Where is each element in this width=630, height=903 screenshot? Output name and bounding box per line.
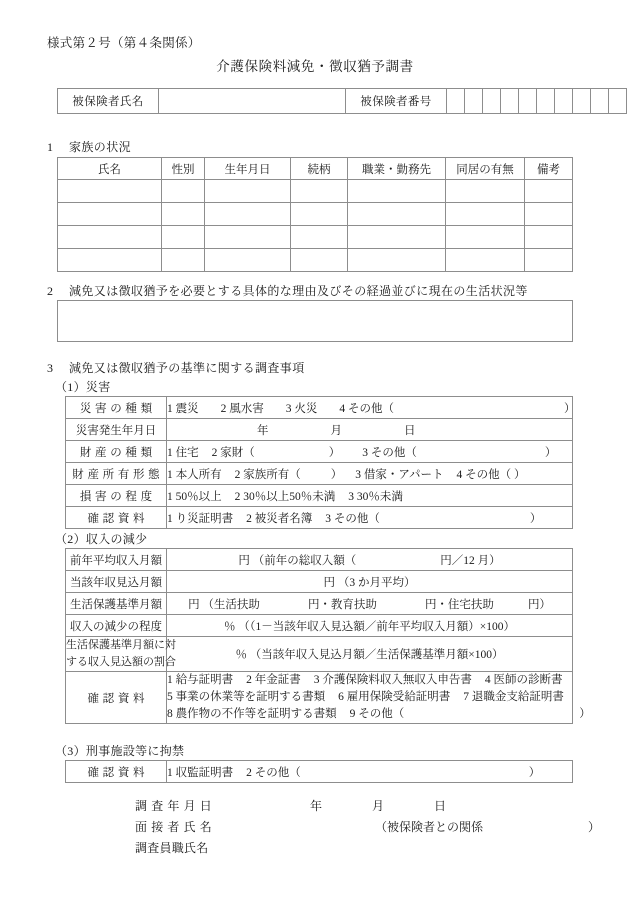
property-opt-1[interactable]: 1 住宅 — [167, 446, 199, 459]
disaster-opt-2[interactable]: 2 風水害 — [220, 402, 264, 415]
table-row — [66, 593, 573, 615]
relation-close: ） — [588, 820, 601, 834]
section2-heading — [47, 282, 528, 299]
damage-opt-1[interactable]: 1 50％以上 — [167, 490, 222, 503]
income-material-opt-8[interactable]: 8 農作物の不作等を証明する書類 — [167, 708, 337, 720]
table-row — [66, 485, 573, 507]
income-decrease-rate-value[interactable]: ％ （（1－当該年収入見込額／前年平均収入月額）×100） — [167, 615, 573, 637]
column-header-birthdate: 生年月日 — [205, 158, 291, 180]
detention-table — [65, 760, 573, 783]
income-to-welfare-ratio-label — [66, 637, 176, 672]
subsection-detention-label: （3）刑事施設等に拘禁 — [55, 744, 185, 758]
family-cohabitation-cell[interactable] — [446, 180, 525, 203]
disaster-date-month[interactable]: 月 — [330, 424, 342, 437]
ratio-label-line2: する収入見込額の割合 — [66, 656, 176, 668]
income-to-welfare-ratio-value[interactable]: ％ （当該年収入見込月額／生活保護基準月額×100） — [167, 637, 573, 672]
disaster-date-fields[interactable] — [167, 419, 573, 441]
column-header-name: 氏名 — [58, 158, 162, 180]
damage-degree-label: 損害の程度 — [66, 485, 167, 507]
insured-number-box-4[interactable] — [501, 89, 519, 114]
survey-date-fields[interactable] — [310, 799, 446, 813]
survey-day-field[interactable]: 日 — [434, 799, 447, 813]
income-material-opt-5[interactable]: 5 事業の休業等を証明する書類 — [167, 691, 326, 703]
family-gender-cell[interactable] — [162, 180, 205, 203]
disaster-opt-4-close: ） — [564, 402, 576, 415]
income-material-line-1 — [167, 674, 563, 686]
survey-year-field[interactable]: 年 — [310, 799, 323, 813]
insured-number-box-1[interactable] — [447, 89, 465, 114]
disaster-materials-options[interactable] — [167, 507, 573, 529]
section2-title: 減免又は徴収猶予を必要とする具体的な理由及びその経過並びに現在の生活状況等 — [69, 284, 528, 298]
property-type-label: 財産の種類 — [66, 441, 167, 463]
family-remarks-cell[interactable] — [525, 203, 573, 226]
investigator-label: 調査員職氏名 — [135, 841, 209, 855]
income-materials-options[interactable] — [167, 672, 591, 724]
family-name-cell[interactable] — [58, 226, 162, 249]
family-gender-cell[interactable] — [162, 203, 205, 226]
insured-number-box-8[interactable] — [573, 89, 591, 114]
family-relationship-cell[interactable] — [291, 249, 348, 272]
interviewer-label: 面接者氏名 — [135, 820, 217, 834]
damage-degree-options[interactable] — [167, 485, 573, 507]
family-birthdate-cell[interactable] — [205, 249, 291, 272]
section1-heading — [47, 138, 131, 155]
form-number: 様式第２号（第４条関係） — [47, 36, 201, 50]
property-opt-3-close: ） — [544, 446, 557, 459]
table-row — [66, 615, 573, 637]
prev-year-avg-income-tail: 円／12 月） — [440, 554, 501, 567]
ratio-label-line1: 生活保護基準月額に対 — [66, 639, 176, 651]
income-material-opt-1[interactable]: 1 給与証明書 — [167, 674, 234, 686]
current-year-income-value[interactable]: 円 （3 か月平均） — [167, 571, 573, 593]
family-remarks-cell[interactable] — [525, 180, 573, 203]
table-row — [58, 203, 573, 226]
table-header-row — [58, 158, 573, 180]
insured-number-box-10[interactable] — [609, 89, 627, 114]
section3-number: 3 — [47, 361, 54, 375]
disaster-material-opt-2[interactable]: 2 被災者名簿 — [246, 512, 313, 525]
welfare-tail: 円） — [527, 598, 551, 611]
income-material-opt-7[interactable]: 7 退職金支給証明書 — [463, 691, 564, 703]
table-row — [66, 397, 573, 419]
table-row — [66, 761, 573, 783]
prev-year-avg-income-value[interactable] — [167, 549, 573, 571]
income-materials-label: 確認資料 — [66, 672, 167, 724]
detention-materials-label: 確認資料 — [66, 761, 167, 783]
income-material-opt-6[interactable]: 6 雇用保険受給証明書 — [338, 691, 451, 703]
insured-number-box-9[interactable] — [591, 89, 609, 114]
table-row — [66, 463, 573, 485]
ownership-opt-2-close: ） — [330, 468, 343, 481]
disaster-material-opt-3[interactable]: 3 その他（ — [325, 512, 380, 525]
family-cohabitation-cell[interactable] — [446, 203, 525, 226]
disaster-date-label: 災害発生年月日 — [66, 419, 167, 441]
family-relationship-cell[interactable] — [291, 203, 348, 226]
insured-person-table — [57, 88, 627, 114]
relation-label: （被保険者との関係 — [375, 820, 484, 834]
table-row — [66, 507, 573, 529]
detention-material-opt-2-close: ） — [528, 766, 541, 779]
ownership-opt-1[interactable]: 1 本人所有 — [167, 468, 222, 481]
section1-number: 1 — [47, 140, 54, 154]
damage-opt-3[interactable]: 3 30％未満 — [348, 490, 403, 503]
column-header-occupation: 職業・勤務先 — [348, 158, 446, 180]
table-row — [58, 226, 573, 249]
section3-title: 減免又は徴収猶予の基準に関する調査事項 — [69, 361, 305, 375]
column-header-remarks: 備考 — [525, 158, 573, 180]
investigator-row — [135, 839, 600, 860]
family-occupation-cell[interactable] — [348, 203, 446, 226]
current-year-income-label: 当該年収見込月額 — [66, 571, 167, 593]
insured-number-box-5[interactable] — [519, 89, 537, 114]
disaster-type-options[interactable] — [167, 397, 576, 419]
income-material-line-3 — [167, 708, 591, 720]
table-row — [66, 637, 573, 672]
family-remarks-cell[interactable] — [525, 249, 573, 272]
income-material-opt-4[interactable]: 4 医師の診断書 — [484, 674, 563, 686]
income-material-opt-9-close: ） — [579, 708, 591, 720]
subsection-income-label: （2）収入の減少 — [55, 532, 148, 546]
ownership-opt-4[interactable]: 4 その他（ ） — [456, 468, 526, 481]
family-occupation-cell[interactable] — [348, 226, 446, 249]
section3-heading — [47, 359, 305, 376]
disaster-table — [65, 396, 576, 529]
disaster-materials-label: 確認資料 — [66, 507, 167, 529]
family-birthdate-cell[interactable] — [205, 226, 291, 249]
property-opt-2[interactable]: 2 家財（ — [211, 446, 255, 459]
family-relationship-cell[interactable] — [291, 226, 348, 249]
detention-materials-options[interactable] — [167, 761, 573, 783]
subsection-disaster-label: （1）災害 — [55, 380, 111, 394]
table-row — [58, 89, 627, 114]
table-row — [58, 180, 573, 203]
insured-number-box-3[interactable] — [483, 89, 501, 114]
table-row — [66, 419, 573, 441]
insured-number-box-2[interactable] — [465, 89, 483, 114]
family-occupation-cell[interactable] — [348, 180, 446, 203]
disaster-material-opt-1[interactable]: 1 り災証明書 — [167, 512, 234, 525]
family-relationship-cell[interactable] — [291, 180, 348, 203]
column-header-gender: 性別 — [162, 158, 205, 180]
insured-number-box-7[interactable] — [555, 89, 573, 114]
disaster-opt-4[interactable]: 4 その他（ — [339, 402, 394, 415]
disaster-date-day[interactable]: 日 — [404, 424, 416, 437]
table-row — [66, 549, 573, 571]
disaster-type-label: 災害の種類 — [66, 397, 167, 419]
income-material-opt-9[interactable]: 9 その他（ — [349, 708, 405, 720]
family-birthdate-cell[interactable] — [205, 203, 291, 226]
disaster-material-opt-3-close: ） — [529, 512, 542, 525]
family-cohabitation-cell[interactable] — [446, 226, 525, 249]
family-name-cell[interactable] — [58, 180, 162, 203]
ownership-options[interactable] — [167, 463, 573, 485]
insured-name-label: 被保険者氏名 — [58, 89, 159, 114]
signature-block — [135, 797, 600, 860]
insured-number-box-6[interactable] — [537, 89, 555, 114]
family-status-table — [57, 157, 573, 272]
property-opt-3[interactable]: 3 その他（ — [362, 446, 417, 459]
income-material-opt-2[interactable]: 2 年金証書 — [246, 674, 301, 686]
income-decrease-rate-label: 収入の減少の程度 — [66, 615, 167, 637]
family-occupation-cell[interactable] — [348, 249, 446, 272]
insured-name-input[interactable] — [159, 89, 346, 114]
survey-date-row — [135, 797, 600, 818]
disaster-date-year[interactable]: 年 — [257, 424, 269, 437]
detention-material-opt-2[interactable]: 2 その他（ — [246, 766, 301, 779]
ownership-opt-3[interactable]: 3 借家・アパート — [355, 468, 444, 481]
column-header-relationship: 続柄 — [291, 158, 348, 180]
family-name-cell[interactable] — [58, 249, 162, 272]
family-gender-cell[interactable] — [162, 249, 205, 272]
table-row — [66, 571, 573, 593]
column-header-cohabitation: 同居の有無 — [446, 158, 525, 180]
welfare-standard-value[interactable] — [167, 593, 573, 615]
disaster-opt-1[interactable]: 1 震災 — [167, 402, 199, 415]
family-cohabitation-cell[interactable] — [446, 249, 525, 272]
section2-number: 2 — [47, 284, 54, 298]
family-birthdate-cell[interactable] — [205, 180, 291, 203]
property-type-options[interactable] — [167, 441, 573, 463]
prev-year-avg-income-label: 前年平均収入月額 — [66, 549, 167, 571]
welfare-living-aid: 円 （生活扶助 — [188, 598, 260, 611]
section1-title: 家族の状況 — [69, 140, 132, 154]
prev-year-avg-income-text: 円 （前年の総収入額（ — [238, 554, 357, 567]
property-opt-2-close: ） — [328, 446, 341, 459]
income-reduction-table — [65, 548, 591, 724]
income-material-opt-3[interactable]: 3 介護保険料収入無収入申告書 — [313, 674, 472, 686]
family-name-cell[interactable] — [58, 203, 162, 226]
page-title: 介護保険料減免・徴収猶予調書 — [216, 59, 414, 74]
welfare-education-aid: 円・教育扶助 — [307, 598, 377, 611]
survey-date-label: 調査年月日 — [135, 799, 217, 813]
table-row — [66, 441, 573, 463]
table-row — [58, 249, 573, 272]
insured-number-label: 被保険者番号 — [346, 89, 447, 114]
survey-month-field[interactable]: 月 — [372, 799, 385, 813]
damage-opt-2[interactable]: 2 30％以上50％未満 — [234, 490, 336, 503]
ownership-opt-2[interactable]: 2 家族所有（ — [234, 468, 301, 481]
interviewer-row — [135, 818, 600, 839]
table-row — [66, 672, 573, 724]
family-remarks-cell[interactable] — [525, 226, 573, 249]
welfare-standard-label: 生活保護基準月額 — [66, 593, 167, 615]
reason-textarea[interactable] — [57, 300, 573, 342]
disaster-opt-3[interactable]: 3 火災 — [285, 402, 318, 415]
ownership-label: 財産所有形態 — [66, 463, 167, 485]
welfare-housing-aid: 円・住宅扶助 — [424, 598, 494, 611]
income-material-line-2 — [167, 691, 564, 703]
detention-material-opt-1[interactable]: 1 収監証明書 — [167, 766, 234, 779]
family-gender-cell[interactable] — [162, 226, 205, 249]
